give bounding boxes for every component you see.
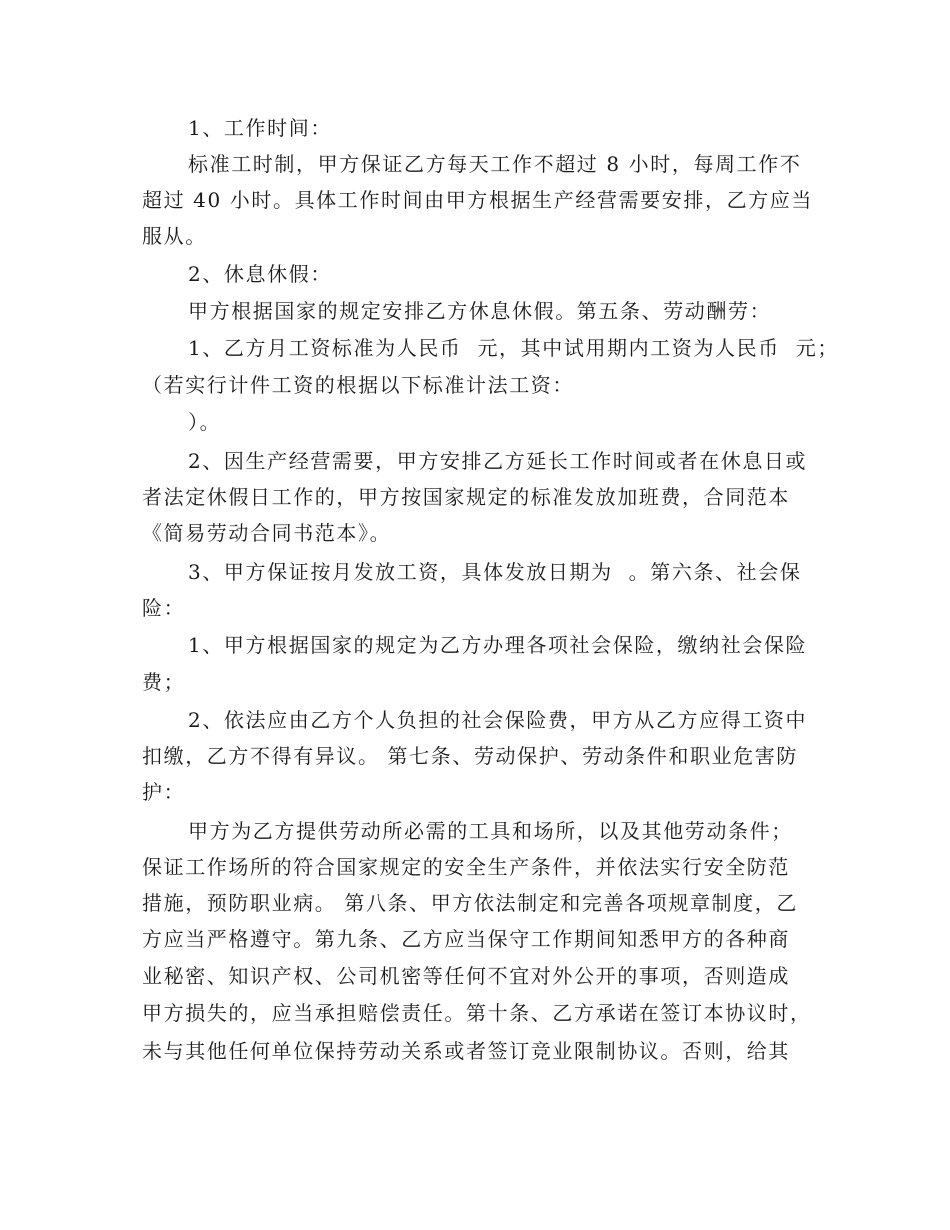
text-line: 业秘密、知识产权、公司机密等任何不宜对外公开的事项，否则造成	[142, 964, 790, 988]
text-line: 扣缴，乙方不得有异议。 第七条、劳动保护、劳动条件和职业危害防	[142, 744, 798, 768]
text-line: 方应当严格遵守。第九条、乙方应当保守工作期间知悉甲方的各种商	[142, 927, 790, 951]
text-line: 超过 40 小时。具体工作时间由甲方根据生产经营需要安排，乙方应当	[142, 188, 813, 212]
text-line: （若实行计件工资的根据以下标准计法工资：	[142, 373, 574, 397]
text-line: 2、因生产经营需要，甲方安排乙方延长工作时间或者在休息日或	[188, 449, 808, 473]
text-line: 未与其他任何单位保持劳动关系或者签订竞业限制协议。否则，给其	[142, 1039, 790, 1063]
text-line: 1、工作时间：	[188, 116, 332, 140]
text-line: 甲方为乙方提供劳动所必需的工具和场所，以及其他劳动条件；	[188, 819, 793, 843]
text-line: 1、甲方根据国家的规定为乙方办理各项社会保险，缴纳社会保险	[188, 633, 808, 657]
text-line: 3、甲方保证按月发放工资，具体发放日期为 。第六条、社会保	[188, 560, 802, 584]
text-line: 甲方根据国家的规定安排乙方休息休假。第五条、劳动酬劳：	[188, 299, 772, 323]
text-line: 1、乙方月工资标准为人民币 元，其中试用期内工资为人民币 元；	[188, 336, 839, 360]
text-line: 保证工作场所的符合国家规定的安全生产条件，并依法实行安全防范	[142, 855, 790, 879]
text-line: 者法定休假日工作的，甲方按国家规定的标准发放加班费，合同范本	[142, 485, 790, 509]
text-line: 甲方损失的，应当承担赔偿责任。第十条、乙方承诺在签订本协议时，	[142, 1001, 812, 1025]
text-line: 措施，预防职业病。 第八条、甲方依法制定和完善各项规章制度，乙	[142, 891, 798, 915]
text-line: 费；	[142, 670, 186, 694]
text-line: 2、依法应由乙方个人负担的社会保险费，甲方从乙方应得工资中	[188, 708, 808, 732]
text-line: 2、休息休假：	[188, 262, 332, 286]
text-line: 护：	[142, 780, 186, 804]
text-line: 标准工时制，甲方保证乙方每天工作不超过 8 小时，每周工作不	[188, 152, 802, 176]
text-line: 险：	[142, 596, 186, 620]
text-line: 《简易劳动合同书范本》。	[142, 521, 392, 545]
text-line: 服从。	[142, 224, 207, 248]
text-line: ）。	[188, 410, 222, 434]
